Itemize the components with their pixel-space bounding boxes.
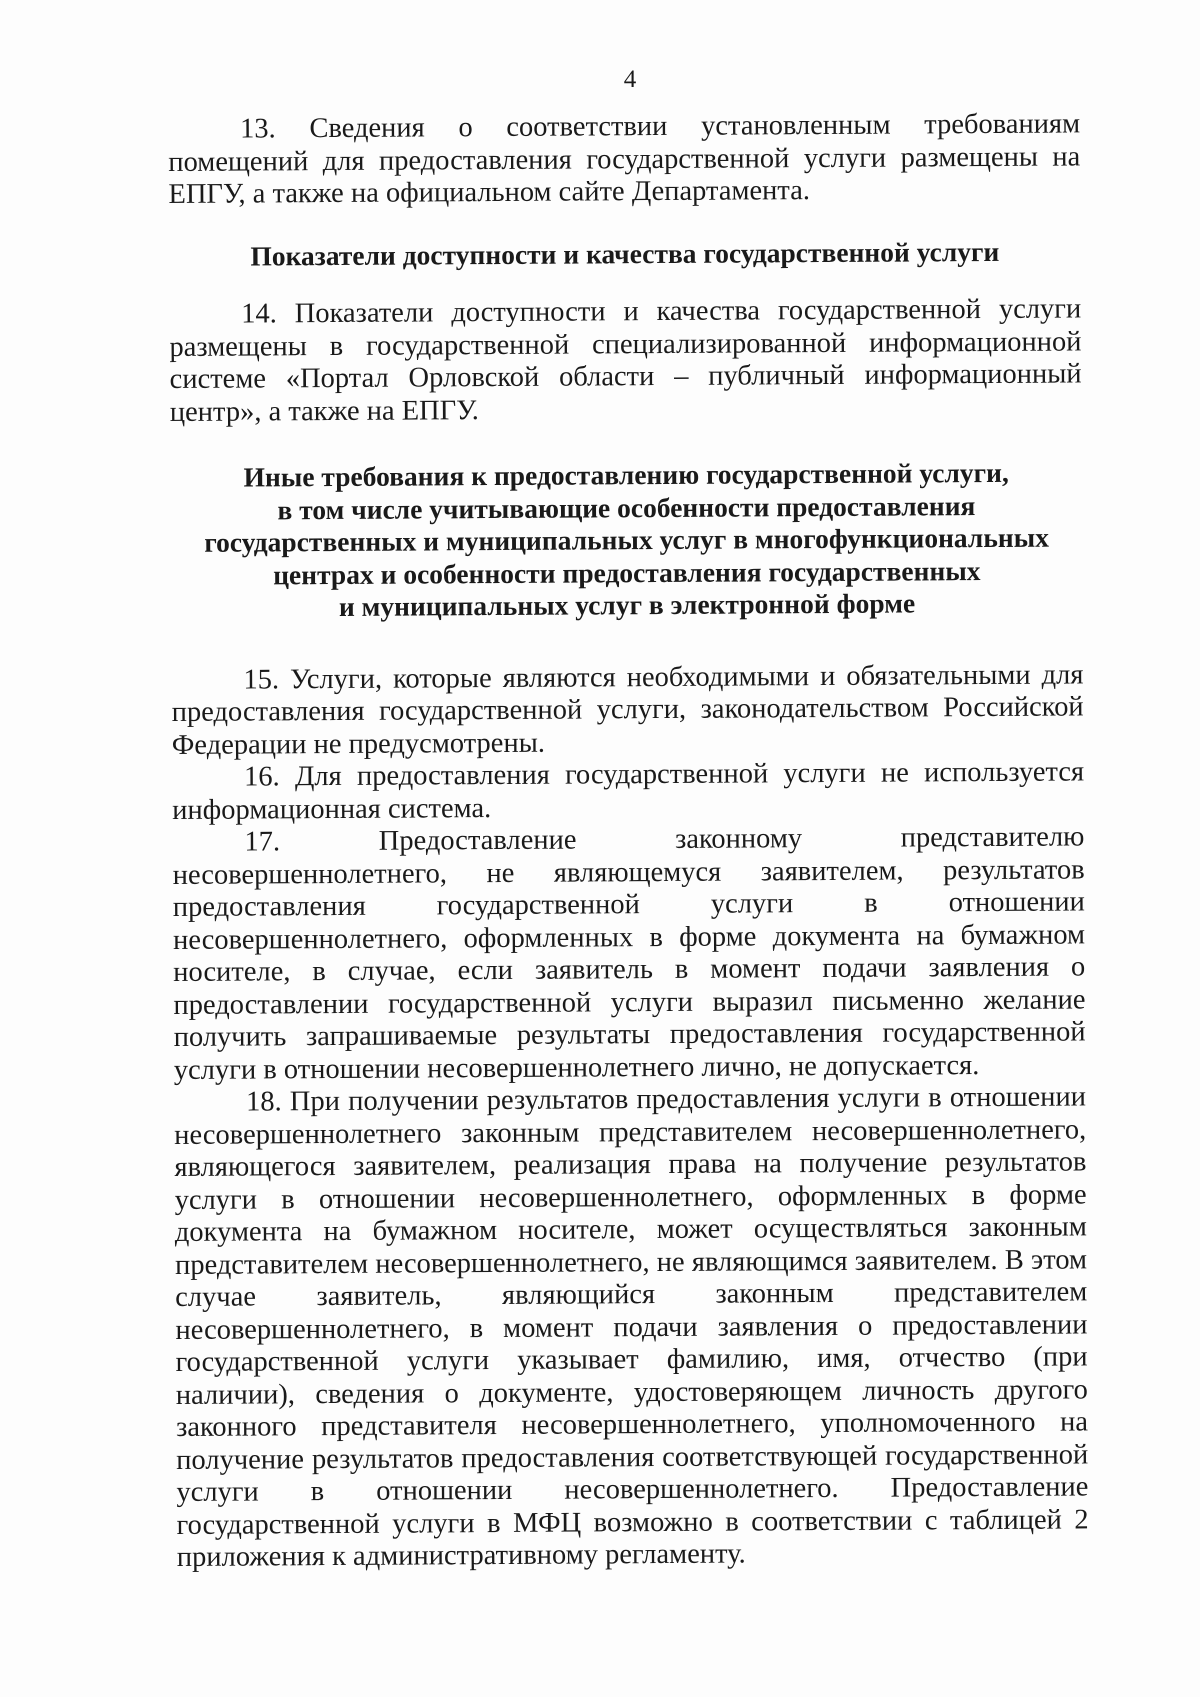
paragraph-15: 15. Услуги, которые являются необходимыми и обязательными для предоставления государственной услуги, законодательством Российской Федерации не предусмотрены. <box>171 658 1084 761</box>
document-body <box>168 108 1089 1574</box>
heading-line: в том числе учитывающие особенности предоставления <box>277 489 976 525</box>
heading-line: государственных и муниципальных услуг в многофункциональных <box>204 521 1049 558</box>
spacer <box>171 619 1083 665</box>
page-number: 4 <box>623 66 637 93</box>
heading-line: центрах и особенности предоставления государственных <box>273 554 981 590</box>
spacer <box>170 423 1082 462</box>
section-heading-accessibility-quality: Показатели доступности и качества государственной услуги <box>250 235 1000 271</box>
section-heading-other-requirements <box>170 456 1083 624</box>
paragraph-17: 17. Предоставление законному представителю несовершеннолетнего, не являющемуся заявителем, результатов предоставления государственной услуги в отношении несовершеннолетнего, оформленных в форме документа на бумажном носителе, в случае, если заявитель в момент подачи заявления о предоставлении государственной услуги выразил письменно желание получить запрашиваемые результаты предоставления государственной услуги в отношении несовершеннолетнего лично, не допускается. <box>172 821 1086 1086</box>
paragraph-18: 18. При получении результатов предоставления услуги в отношении несовершеннолетнего законным представителем несовершеннолетнего, являющегося заявителем, реализация права на получение результатов услуги в отношении несовершеннолетнего, оформленных в форме документа на бумажном носителе, может осуществляться законным представителем несовершеннолетнего, не являющимся заявителем. В этом случае заявитель, являющийся законным представителем несовершеннолетнего, в момент подачи заявления о предоставлении государственной услуги указывает фамилию, имя, отчество (при наличии), сведения о документе, удостоверяющем личность другого законного представителя несовершеннолетнего, уполномоченного на получение результатов предоставления соответствующей государственной услуги в отношении несовершеннолетнего. Предоставление государственной услуги в МФЦ возможно в соответствии с таблицей 2 приложения к административному регламенту. <box>174 1081 1089 1573</box>
paragraph-13: 13. Сведения о соответствии установленным требованиям помещений для предоставления государственной услуги размещены на ЕПГУ, а также на официальном сайте Департамента. <box>168 108 1081 210</box>
heading-line: Иные требования к предоставлению государственной услуги, <box>243 456 1009 493</box>
paragraph-14: 14. Показатели доступности и качества государственной услуги размещены в государственной специализированной информационной системе «Портал Орловской области – публичный информационный центр», а также на ЕПГУ. <box>169 293 1082 428</box>
heading-line: и муниципальных услуг в электронной форме <box>338 587 916 622</box>
paragraph-16: 16. Для предоставления государственной услуги не используется информационная система. <box>172 756 1085 826</box>
